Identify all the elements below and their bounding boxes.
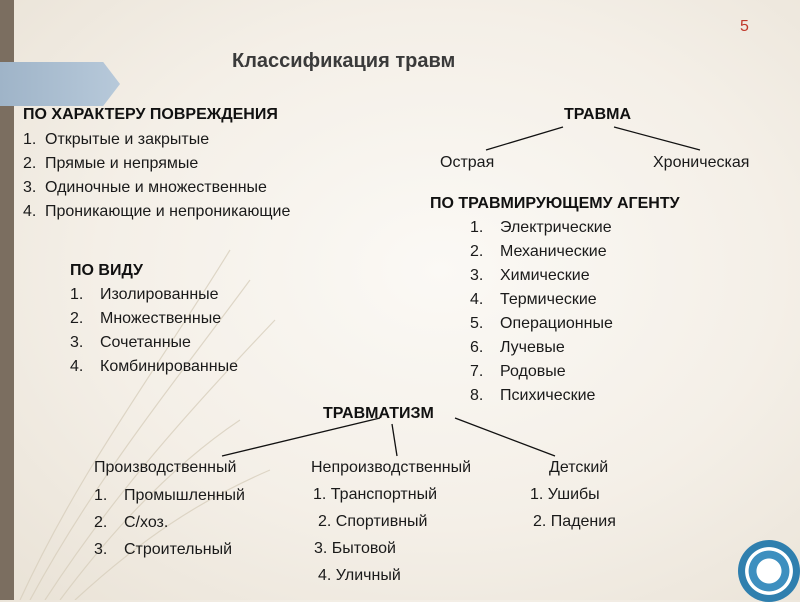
- by-type-list: [70, 283, 238, 379]
- non-industrial-item: 1. Транспортный: [313, 486, 438, 503]
- list-item: 6. Лучевые: [470, 339, 565, 356]
- list-item: 4. Комбинированные: [70, 358, 238, 375]
- children-label: Детский: [549, 459, 609, 476]
- list-item: 2. С/хоз.: [94, 514, 169, 531]
- list-item: 2. Механические: [470, 243, 607, 260]
- list-item: 4. Термические: [470, 291, 597, 308]
- by-damage-heading: ПО ХАРАКТЕРУ ПОВРЕЖДЕНИЯ: [23, 106, 278, 123]
- industrial-label: Производственный: [94, 459, 237, 476]
- non-industrial-label: Непроизводственный: [311, 459, 472, 476]
- industrial-list: [94, 482, 245, 563]
- by-agent-list: [470, 216, 613, 408]
- list-item: 3. Химические: [470, 267, 590, 284]
- children-item: 1. Ушибы: [530, 486, 600, 503]
- list-item: 2. Множественные: [70, 310, 222, 327]
- trauma-heading: ТРАВМА: [564, 106, 632, 123]
- list-item: 3. Сочетанные: [70, 334, 191, 351]
- page-title: Классификация травм: [232, 50, 456, 72]
- slide-number: 5: [740, 18, 749, 35]
- list-item: 5. Операционные: [470, 315, 613, 332]
- non-industrial-item: 2. Спортивный: [318, 513, 428, 530]
- by-agent-heading: ПО ТРАВМИРУЮЩЕМУ АГЕНТУ: [430, 195, 680, 212]
- non-industrial-item: 3. Бытовой: [314, 540, 396, 557]
- arrow-traumatism-nonindustrial: [392, 424, 397, 456]
- list-item: 3. Одиночные и множественные: [23, 179, 267, 196]
- list-item: 4. Проникающие и непроникающие: [23, 203, 291, 220]
- arrow-trauma-acute: [486, 127, 563, 150]
- trauma-acute: Острая: [440, 154, 495, 171]
- arrow-traumatism-children: [455, 418, 555, 456]
- list-item: 1. Промышленный: [94, 487, 245, 504]
- traumatism-heading: ТРАВМАТИЗМ: [323, 405, 434, 422]
- list-item: 2. Прямые и непрямые: [23, 155, 199, 172]
- list-item: 7. Родовые: [470, 363, 566, 380]
- children-item: 2. Падения: [533, 513, 616, 530]
- list-item: 1. Изолированные: [70, 286, 219, 303]
- trauma-chronic: Хроническая: [653, 154, 750, 171]
- arrow-traumatism-industrial: [222, 418, 380, 456]
- arrow-trauma-chronic: [614, 127, 700, 150]
- list-item: 1. Открытые и закрытые: [23, 131, 210, 148]
- list-item: 1. Электрические: [470, 219, 612, 236]
- list-item: 8. Психические: [470, 387, 596, 404]
- university-logo: [738, 540, 800, 602]
- by-damage-list: [23, 128, 290, 224]
- by-type-heading: ПО ВИДУ: [70, 262, 143, 279]
- non-industrial-item: 4. Уличный: [318, 567, 401, 584]
- list-item: 3. Строительный: [94, 541, 233, 558]
- title-ribbon-decoration: [0, 62, 120, 106]
